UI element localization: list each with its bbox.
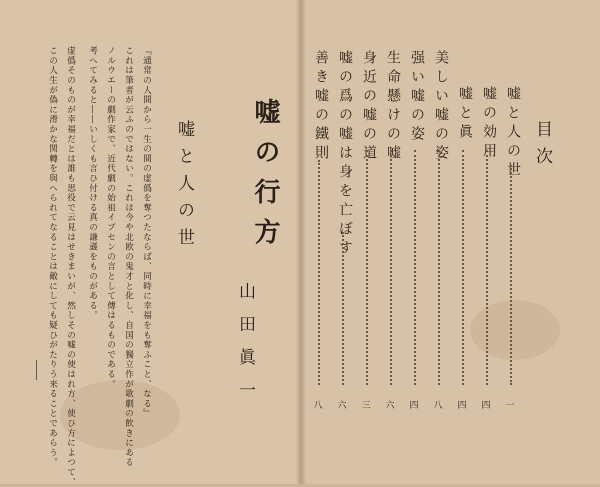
toc-item-label: 嘘と眞 (457, 86, 473, 143)
toc-item-page: 四 (481, 401, 491, 411)
toc-leader-dots (486, 150, 490, 385)
toc-leader-dots (510, 165, 514, 385)
toc-leader-dots (462, 150, 466, 385)
margin-mark (36, 360, 37, 380)
body-paragraph: この人生が偽に滑かな関轉を與へられてなることは敵にしても疑ひがたりう来ることであらう。 (47, 46, 58, 468)
toc-item-page: 三 (361, 401, 371, 411)
body-paragraph: これは筆者が云ふのではない。これは今や北欧の鬼才と化し、自国の獨立作が歌劇の飲きにある (123, 46, 134, 468)
toc-item-page: 六 (385, 401, 395, 411)
paper-stain (470, 300, 560, 360)
toc-leader-dots (438, 150, 442, 385)
toc-leader-dots (366, 150, 370, 385)
toc-item-label: 嘘の効用 (481, 86, 497, 162)
toc-item-label: 嘘と人の世 (505, 86, 521, 181)
toc-item-page: 四 (409, 401, 419, 411)
body-paragraph: 『通常の人間から一生の間の虚僞を奪つたならば、同時に幸福をも奪ふこと、なる』 (141, 46, 152, 419)
toc-item-label: 美しい嘘の姿 (433, 50, 449, 164)
toc-item-page: 六 (337, 401, 347, 411)
toc-item-label: 身近の嘘の道 (361, 50, 377, 164)
essay-title: 嘘の行方 (250, 98, 280, 258)
toc-item-page: 四 (457, 401, 467, 411)
toc-item-label: 嘘の爲の嘘は身を亡ぼす (337, 50, 353, 259)
toc-item-label: 强い嘘の姿 (409, 50, 425, 145)
author-name: 山田眞一 (235, 282, 255, 414)
paper-stain (60, 380, 180, 450)
section-subtitle: 嘘と人の世 (174, 120, 194, 255)
toc-leader-dots (342, 232, 346, 385)
book-gutter (296, 0, 306, 484)
body-paragraph: 考へてみると――いしくも言ひ付ける真の謙遜をものがある。 (87, 46, 98, 321)
toc-leader-dots (414, 150, 418, 385)
toc-leader-dots (318, 160, 322, 385)
body-paragraph: 虚僞そのものが幸福だとは誰も思役で云見はせきまいが、然しその嘘の使はれ方、使ひ方によつて、 (65, 46, 76, 487)
toc-item-page: 一 (505, 401, 515, 411)
toc-item-label: 生命懸けの嘘 (385, 50, 401, 164)
body-paragraph: ノルウエーの劇作家で、近代劇の始祖イプセンの言として傳はるものである。 (105, 46, 116, 389)
toc-item-page: 八 (313, 401, 323, 411)
toc-leader-dots (390, 150, 394, 385)
toc-title: 目次 (532, 120, 552, 174)
toc-item-page: 八 (433, 401, 443, 411)
toc-item-label: 善き嘘の鐵則 (313, 50, 329, 164)
